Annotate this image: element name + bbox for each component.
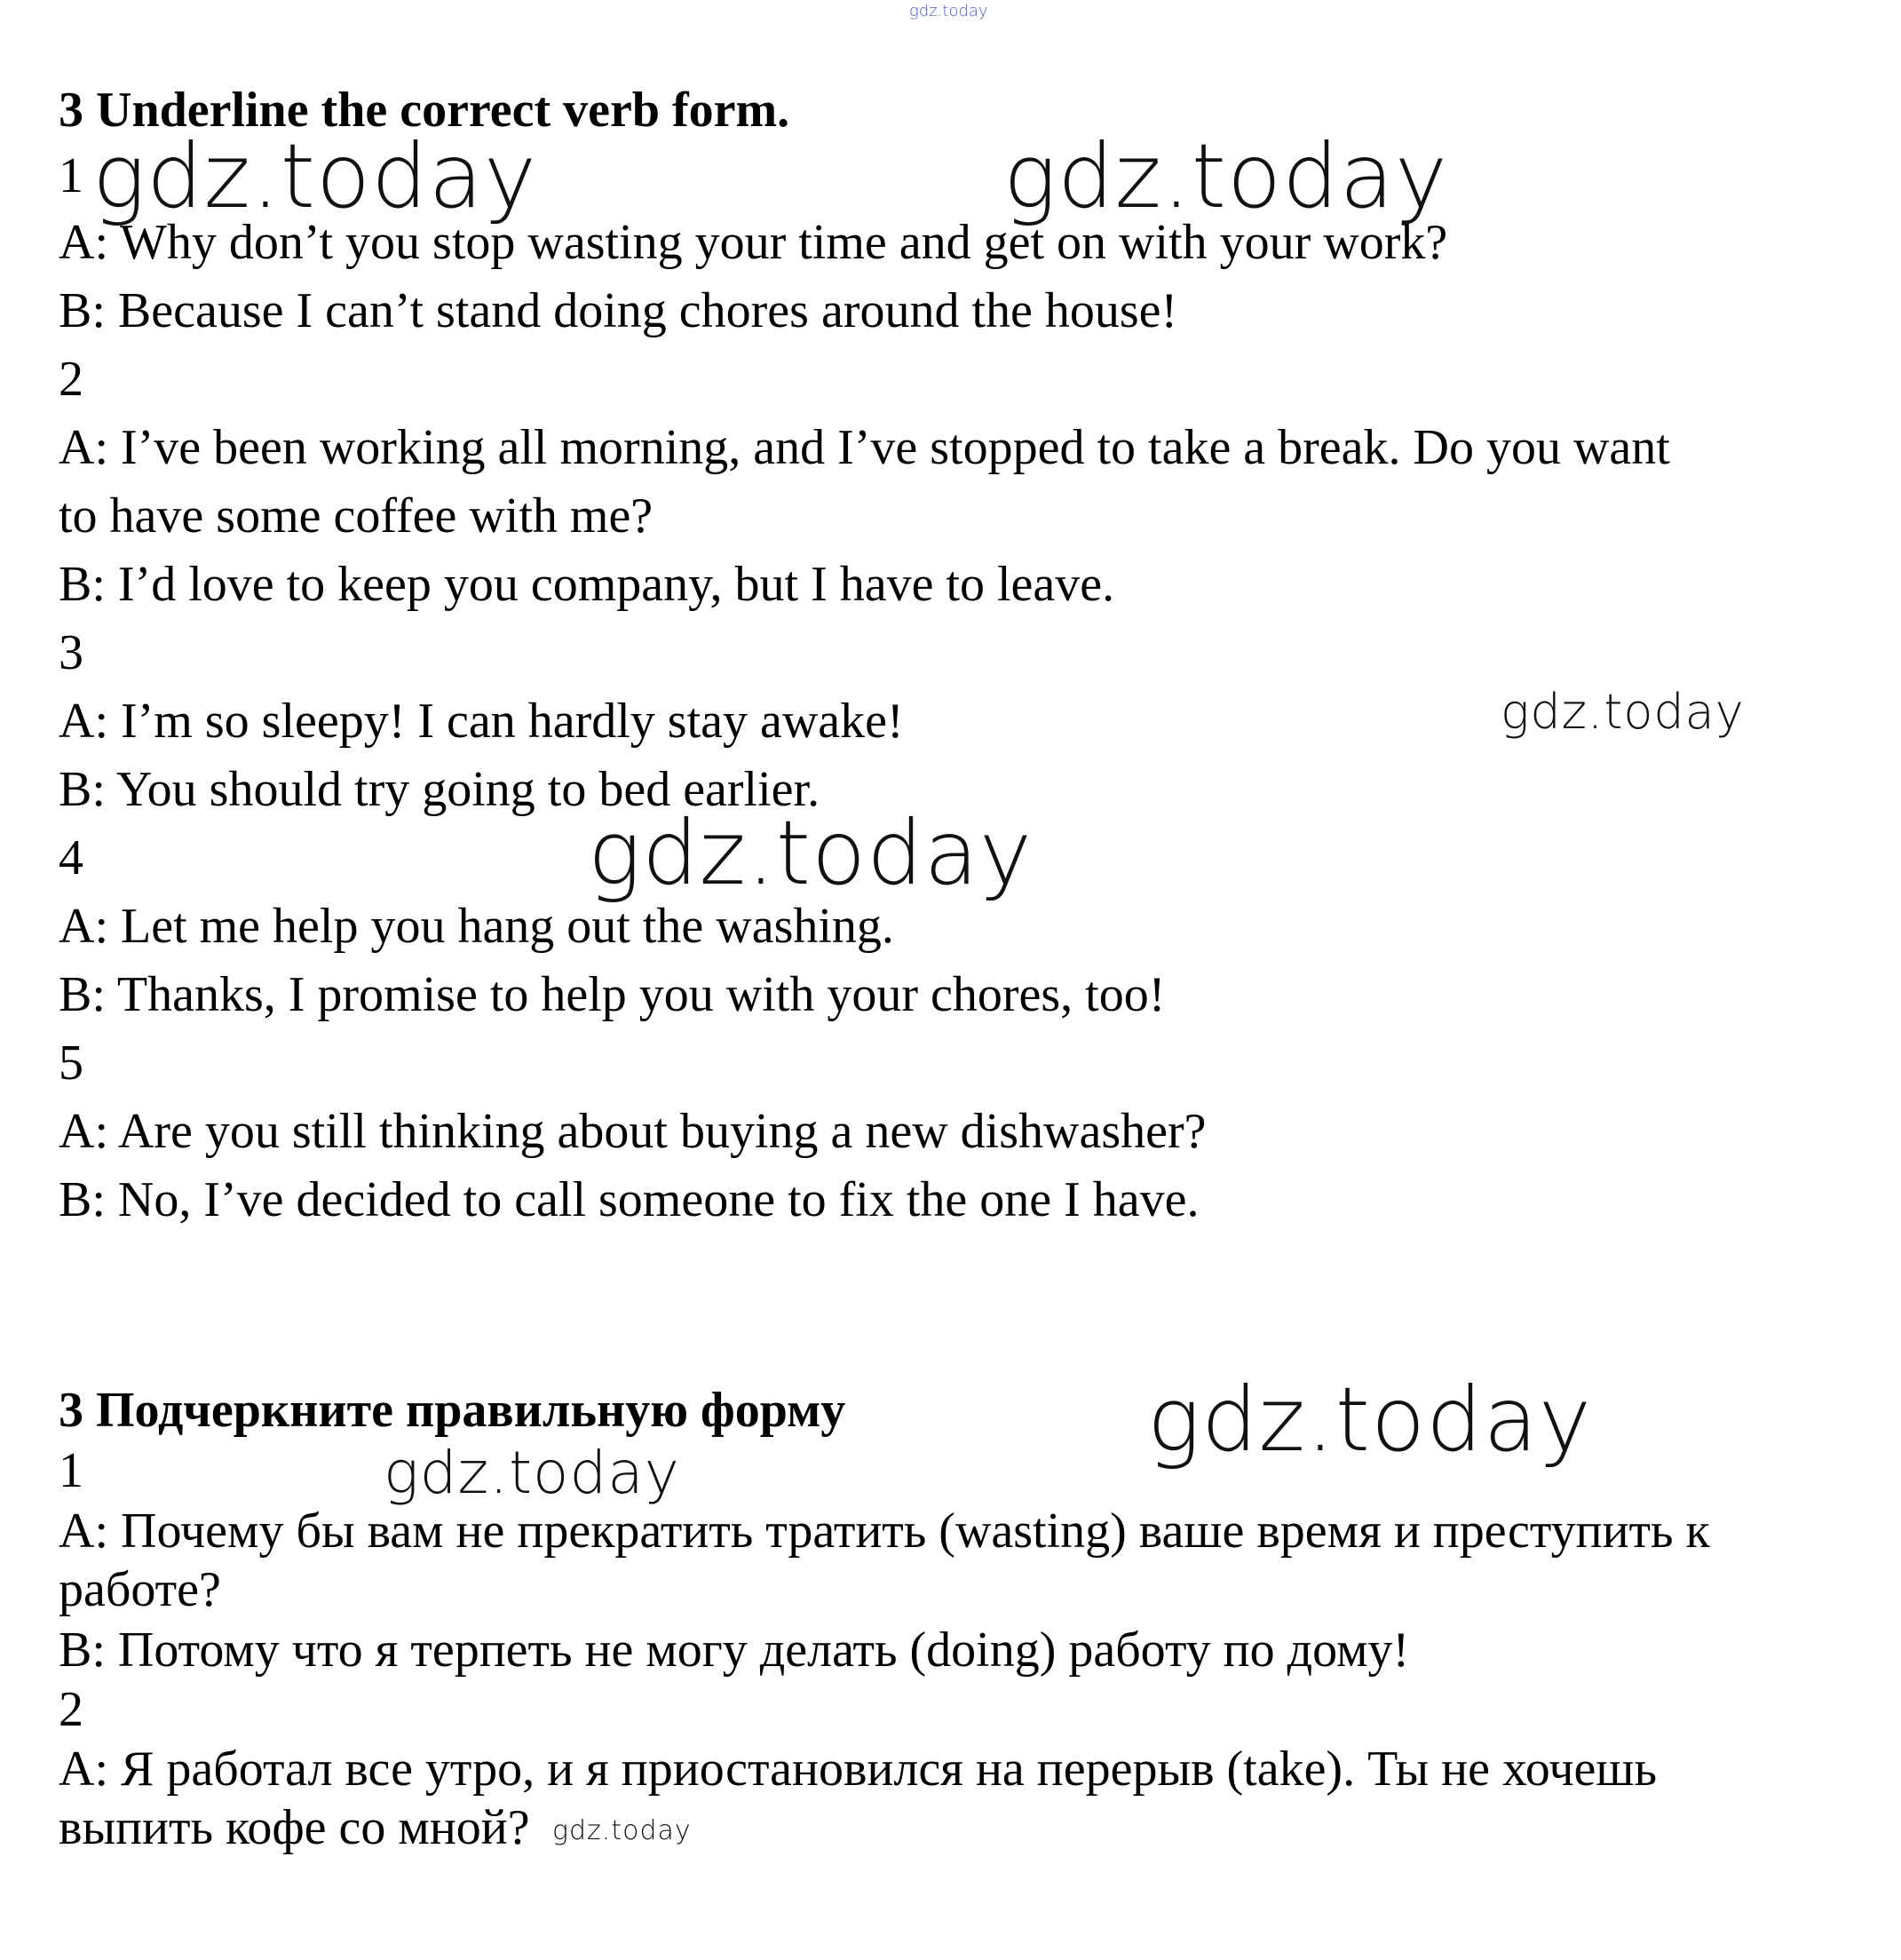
watermark-large-3: gdz.today [588, 801, 1034, 905]
item-5-line-a: A: Are you still thinking about buying a new dishwasher? [59, 1104, 1207, 1159]
watermark-large-2: gdz.today [1003, 124, 1449, 228]
watermark-large-1: gdz.today [92, 124, 538, 228]
watermark-medium-1: gdz.today [1501, 684, 1745, 740]
ru-item-1-line-b: B: Потому что я терпеть не могу делать (doing) работу по дому! [59, 1623, 1410, 1678]
ru-item-1-number: 1 [59, 1443, 83, 1498]
item-3-number: 3 [59, 625, 83, 680]
item-2-line-a1: A: I’ve been working all morning, and I’ve stopped to take a break. Do you want [59, 420, 1670, 475]
watermark-medium-2: gdz.today [384, 1439, 680, 1507]
item-1-number: 1 [59, 148, 83, 203]
watermark-small-1: gdz.today [552, 1815, 692, 1846]
ru-item-1-line-a2: работе? [59, 1562, 221, 1617]
item-1-line-a: A: Why don’t you stop wasting your time and get on with your work? [59, 215, 1448, 270]
russian-heading: 3 Подчеркните правильную форму [59, 1383, 846, 1438]
watermark-large-4: gdz.today [1147, 1368, 1593, 1472]
item-4-line-b: B: Thanks, I promise to help you with your chores, too! [59, 967, 1166, 1022]
item-5-line-b: B: No, I’ve decided to call someone to fix the one I have. [59, 1172, 1200, 1227]
item-1-line-b: B: Because I can’t stand doing chores around the house! [59, 283, 1178, 338]
item-3-line-a: A: I’m so sleepy! I can hardly stay awake! [59, 694, 904, 749]
english-heading: 3 Underline the correct verb form. [59, 83, 790, 138]
item-2-line-a2: to have some coffee with me? [59, 488, 653, 544]
item-5-number: 5 [59, 1036, 83, 1091]
item-2-number: 2 [59, 352, 83, 407]
item-3-line-b: B: You should try going to bed earlier. [59, 762, 820, 817]
item-4-number: 4 [59, 830, 83, 885]
ru-item-2-line-a2: выпить кофе со мной? [59, 1800, 530, 1855]
item-2-line-b: B: I’d love to keep you company, but I have to leave. [59, 557, 1115, 612]
item-4-line-a: A: Let me help you hang out the washing. [59, 899, 894, 954]
ru-item-1-line-a1: A: Почему бы вам не прекратить тратить (wasting) ваше время и преступить к [59, 1504, 1710, 1559]
ru-item-2-number: 2 [59, 1682, 83, 1737]
ru-item-2-line-a1: A: Я работал все утро, и я приостановился на перерыв (take). Ты не хочешь [59, 1742, 1658, 1797]
watermark-top: gdz.today [909, 2, 988, 20]
